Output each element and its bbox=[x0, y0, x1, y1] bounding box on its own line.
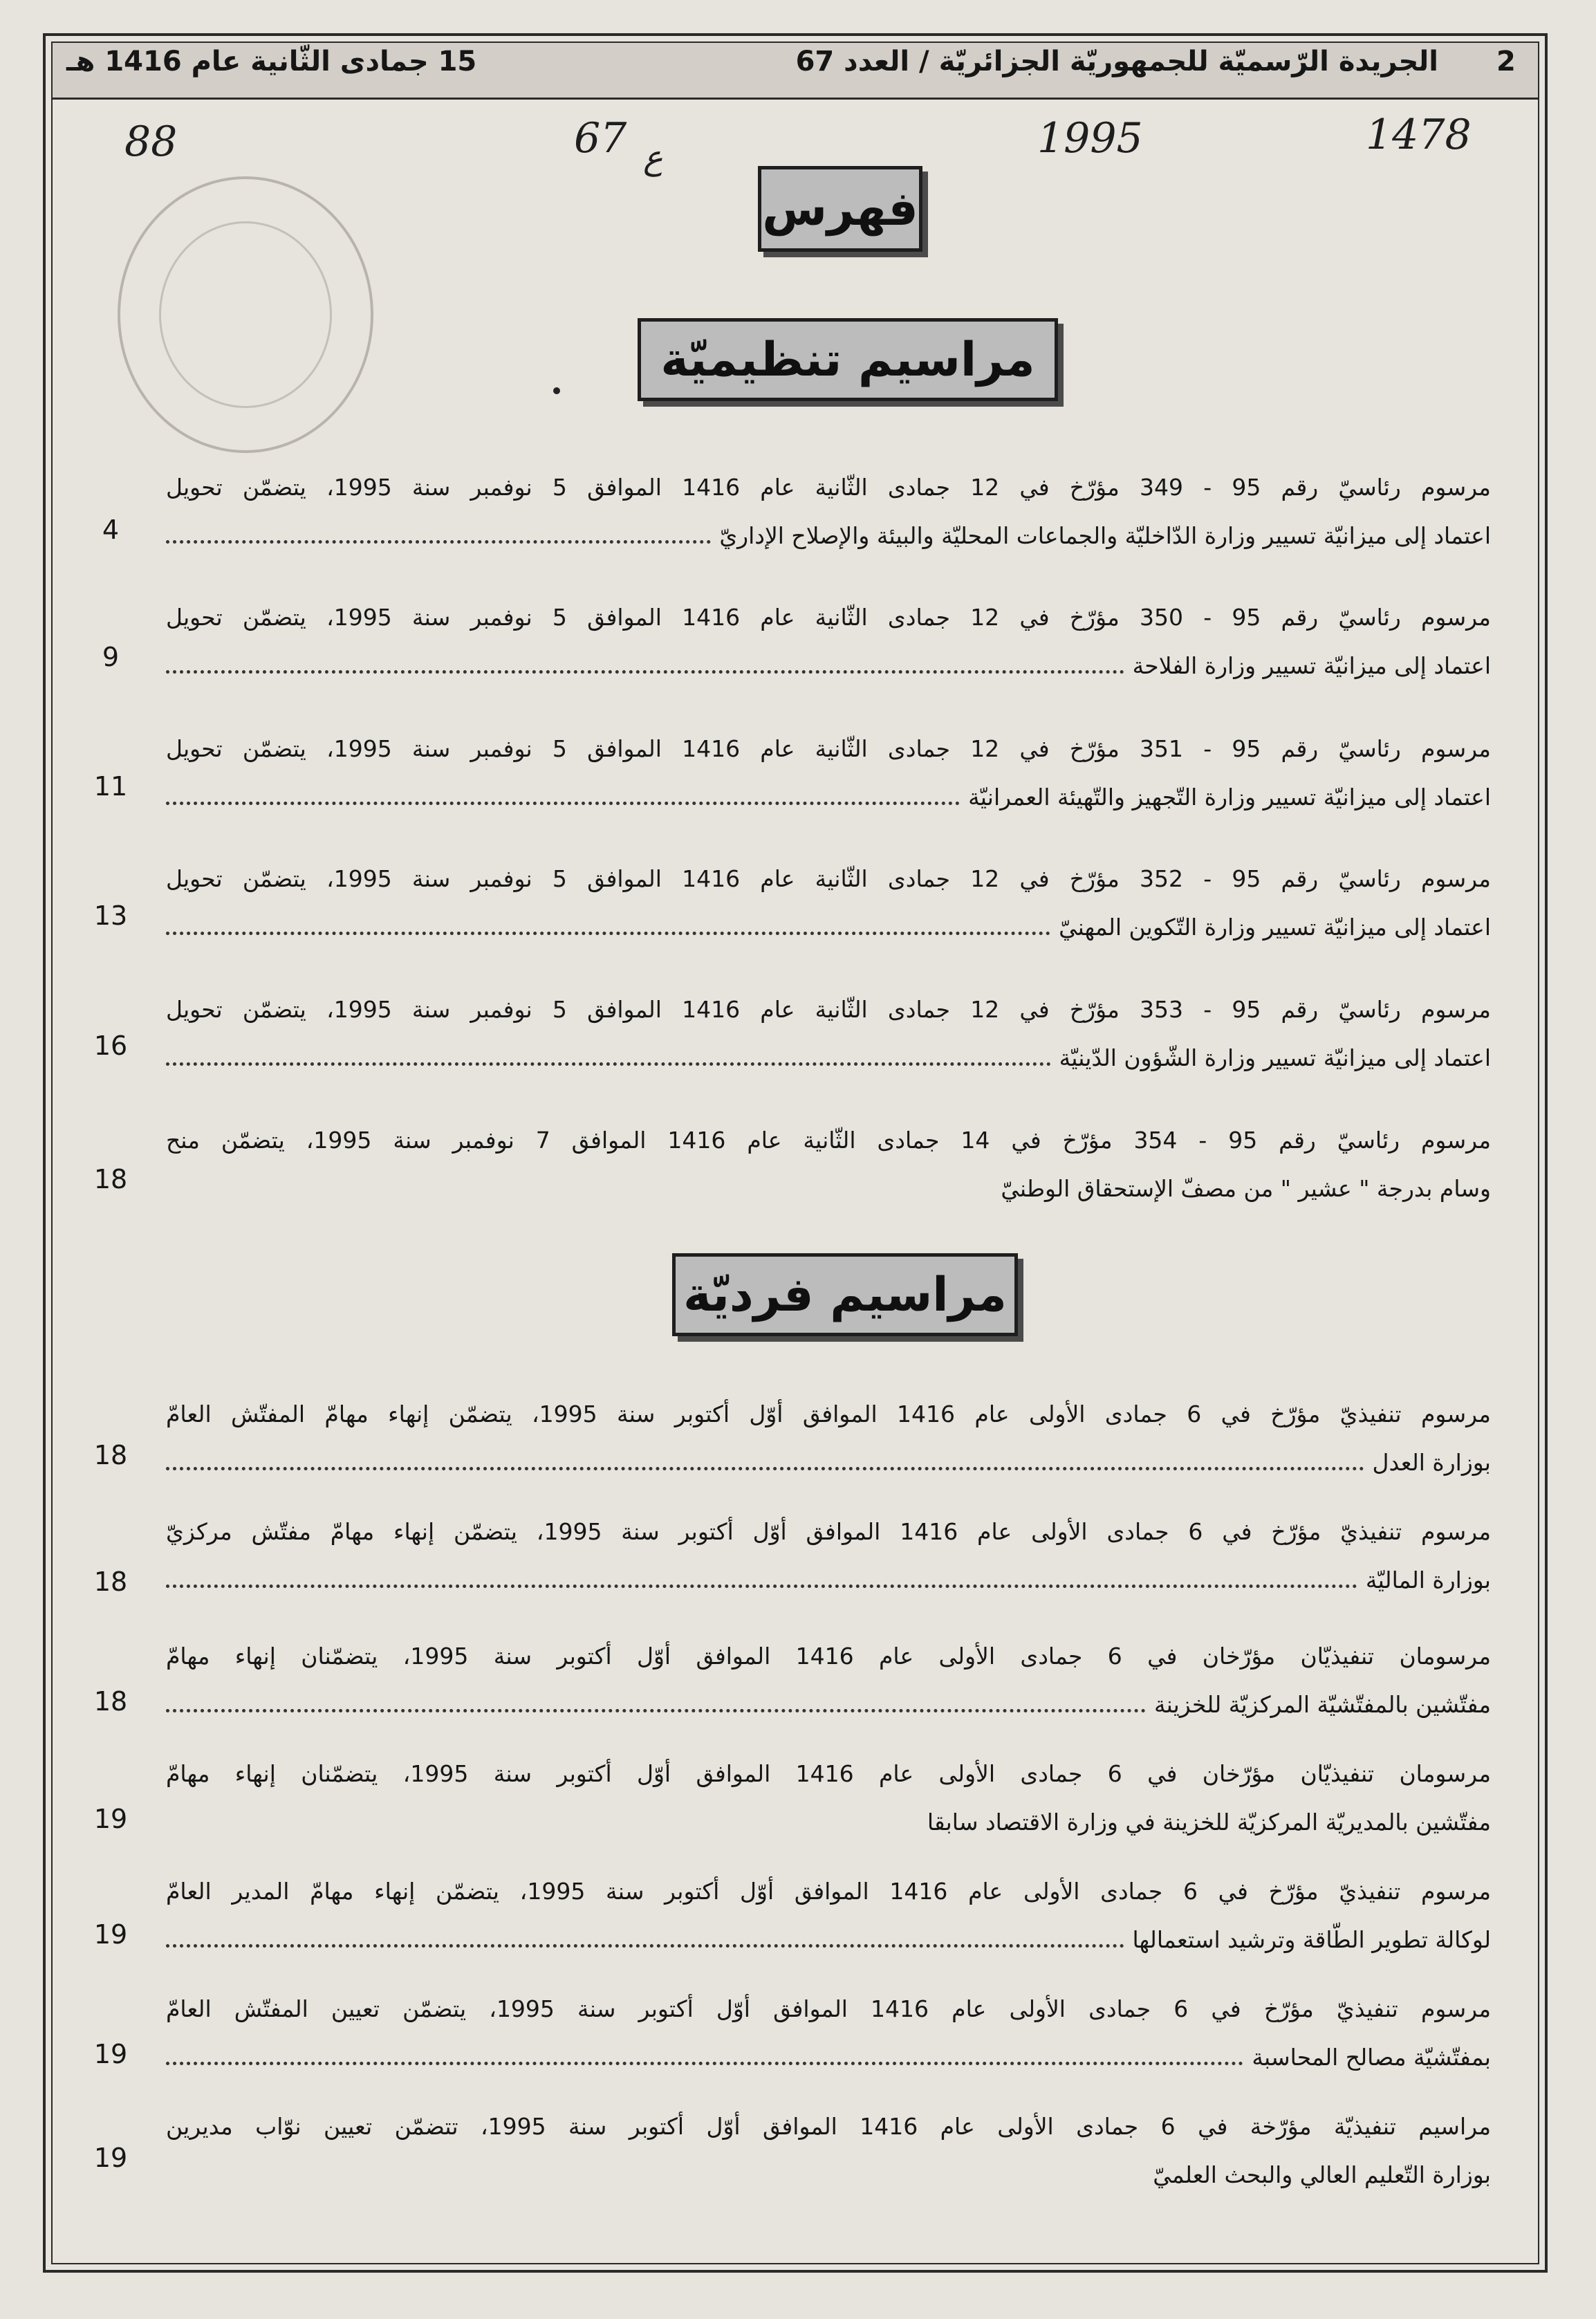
leader-dots bbox=[166, 1694, 1146, 1712]
handwritten-annotation: 67 bbox=[574, 114, 627, 163]
toc-entry[interactable] bbox=[166, 1116, 1491, 1213]
faded-stamp-inner bbox=[159, 221, 332, 408]
entry-line2-text: وسام بدرجة " عشير " من مصفّ الإستحقاق الوطنيّ bbox=[1001, 1175, 1491, 1202]
handwritten-annotation: 88 bbox=[124, 118, 178, 166]
leader-dots bbox=[166, 525, 711, 544]
entry-page-number[interactable]: 9 bbox=[102, 642, 120, 672]
entry-line1: مرسوم تنفيذيّ مؤرّخ في 6 جمادى الأولى عام 1416 الموافق أوّل أكتوبر سنة 1995، يتضمّن إنهاء مهامّ المفتّش العامّ bbox=[166, 1401, 1491, 1428]
entry-page-number[interactable]: 18 bbox=[93, 1567, 128, 1597]
toc-entry[interactable] bbox=[166, 1985, 1491, 2082]
toc-entry[interactable] bbox=[166, 1508, 1491, 1605]
entry-line2 bbox=[166, 1165, 1491, 1213]
entry-line2 bbox=[166, 2151, 1491, 2199]
entry-line2 bbox=[166, 773, 1491, 822]
entry-page-number[interactable]: 18 bbox=[93, 1164, 128, 1194]
entry-line2 bbox=[166, 1798, 1491, 1847]
entry-line1: مرسوم تنفيذيّ مؤرّخ في 6 جمادى الأولى عام 1416 الموافق أوّل أكتوبر سنة 1995، يتضمّن إنهاء مهامّ مفتّش مركزيّ bbox=[166, 1518, 1491, 1545]
leader-dots bbox=[166, 1569, 1357, 1588]
leader-dots bbox=[166, 1452, 1364, 1470]
entry-page-number[interactable]: 19 bbox=[93, 1804, 128, 1834]
entry-line2-text: اعتماد إلى ميزانيّة تسيير وزارة الشّؤون الدّينيّة bbox=[1059, 1044, 1491, 1071]
toc-entry[interactable] bbox=[166, 986, 1491, 1082]
entry-page-number[interactable]: 11 bbox=[93, 771, 128, 802]
entry-line2-text: بوزارة الماليّة bbox=[1365, 1567, 1491, 1593]
entry-line2-text: بمفتّشيّة مصالح المحاسبة bbox=[1252, 2044, 1491, 2071]
toc-entry[interactable] bbox=[166, 463, 1491, 560]
entry-line2 bbox=[166, 1556, 1491, 1605]
entry-line2 bbox=[166, 512, 1491, 560]
entry-line2 bbox=[166, 1439, 1491, 1487]
entry-line1: مرسوم رئاسيّ رقم 95 - 351 مؤرّخ في 12 جمادى الثّانية عام 1416 الموافق 5 نوفمبر سنة 1995، يتضمّن تحويل bbox=[166, 735, 1491, 762]
entry-line2-text: اعتماد إلى ميزانيّة تسيير وزارة التّجهيز والتّهيئة العمرانيّة bbox=[968, 784, 1491, 811]
entry-page-number[interactable]: 19 bbox=[93, 2143, 128, 2173]
entry-line2 bbox=[166, 903, 1491, 952]
toc-entry[interactable] bbox=[166, 1390, 1491, 1487]
handwritten-annotation: ع bbox=[643, 138, 663, 177]
toc-entry[interactable] bbox=[166, 593, 1491, 690]
toc-entry[interactable] bbox=[166, 855, 1491, 952]
entry-line2-text: بوزارة العدل bbox=[1372, 1449, 1491, 1476]
toc-entry[interactable] bbox=[166, 1632, 1491, 1729]
section-heading-individual: مراسيم فرديّة bbox=[672, 1253, 1018, 1336]
entry-line2-text: مفتّشين بالمفتّشيّة المركزيّة للخزينة bbox=[1153, 1691, 1491, 1718]
entry-line1: مرسومان تنفيذيّان مؤرّخان في 6 جمادى الأولى عام 1416 الموافق أوّل أكتوبر سنة 1995، يتضمّنان إنهاء مهامّ bbox=[166, 1760, 1491, 1787]
issue-date: 15 جمادى الثّانية عام 1416 هـ bbox=[66, 46, 477, 77]
toc-entry[interactable] bbox=[166, 1867, 1491, 1964]
leader-dots bbox=[166, 786, 960, 805]
entry-line2 bbox=[166, 1916, 1491, 1964]
entry-page-number[interactable]: 13 bbox=[93, 900, 128, 931]
entry-line2-text: اعتماد إلى ميزانيّة تسيير وزارة الدّاخليّة والجماعات المحليّة والبيئة والإصلاح الإداريّ bbox=[719, 522, 1491, 549]
page-number: 2 bbox=[1496, 46, 1516, 77]
entry-line1: مرسوم رئاسيّ رقم 95 - 350 مؤرّخ في 12 جمادى الثّانية عام 1416 الموافق 5 نوفمبر سنة 1995، يتضمّن تحويل bbox=[166, 604, 1491, 631]
entry-line2-text: مفتّشين بالمديريّة المركزيّة للخزينة في وزارة الاقتصاد سابقا bbox=[927, 1809, 1491, 1836]
entry-line1: مرسوم رئاسيّ رقم 95 - 353 مؤرّخ في 12 جمادى الثّانية عام 1416 الموافق 5 نوفمبر سنة 1995، يتضمّن تحويل bbox=[166, 996, 1491, 1023]
section-heading-regulatory: مراسيم تنظيميّة bbox=[638, 318, 1058, 401]
entry-line2 bbox=[166, 2033, 1491, 2082]
entry-line1: مراسيم تنفيذيّة مؤرّخة في 6 جمادى الأولى عام 1416 الموافق أوّل أكتوبر سنة 1995، تتضمّن تعيين نوّاب مديرين bbox=[166, 2113, 1491, 2140]
handwritten-annotation: 1995 bbox=[1037, 114, 1143, 163]
toc-entry[interactable] bbox=[166, 1750, 1491, 1847]
entry-line2 bbox=[166, 642, 1491, 690]
entry-page-number[interactable]: 19 bbox=[93, 2039, 128, 2069]
entry-line1: مرسوم تنفيذيّ مؤرّخ في 6 جمادى الأولى عام 1416 الموافق أوّل أكتوبر سنة 1995، يتضمّن إنهاء مهامّ المدير العامّ bbox=[166, 1878, 1491, 1905]
leader-dots bbox=[166, 655, 1124, 674]
leader-dots bbox=[166, 2047, 1243, 2065]
entry-line1: مرسوم رئاسيّ رقم 95 - 354 مؤرّخ في 14 جمادى الثّانية عام 1416 الموافق 7 نوفمبر سنة 1995، يتضمّن منح bbox=[166, 1127, 1492, 1154]
toc-entry[interactable] bbox=[166, 2103, 1491, 2199]
entry-line2-text: لوكالة تطوير الطّاقة وترشيد استعمالها bbox=[1132, 1926, 1491, 1953]
entry-line1: مرسوم تنفيذيّ مؤرّخ في 6 جمادى الأولى عام 1416 الموافق أوّل أكتوبر سنة 1995، يتضمّن تعيين المفتّش العامّ bbox=[166, 1995, 1492, 2022]
leader-dots bbox=[166, 1047, 1051, 1066]
entry-page-number[interactable]: 4 bbox=[102, 515, 120, 545]
handwritten-annotation: 1478 bbox=[1366, 111, 1472, 159]
entry-line1: مرسومان تنفيذيّان مؤرّخان في 6 جمادى الأولى عام 1416 الموافق أوّل أكتوبر سنة 1995، يتضمّنان إنهاء مهامّ bbox=[166, 1643, 1491, 1670]
gazette-title: الجريدة الرّسميّة للجمهوريّة الجزائريّة / العدد 67 bbox=[795, 46, 1438, 77]
entry-line1: مرسوم رئاسيّ رقم 95 - 349 مؤرّخ في 12 جمادى الثّانية عام 1416 الموافق 5 نوفمبر سنة 1995، يتضمّن تحويل bbox=[166, 474, 1491, 501]
entry-page-number[interactable]: 19 bbox=[93, 1919, 128, 1950]
entry-line1: مرسوم رئاسيّ رقم 95 - 352 مؤرّخ في 12 جمادى الثّانية عام 1416 الموافق 5 نوفمبر سنة 1995، يتضمّن تحويل bbox=[166, 865, 1491, 892]
entry-line2 bbox=[166, 1034, 1491, 1082]
entry-page-number[interactable]: 18 bbox=[93, 1440, 128, 1470]
entry-line2-text: اعتماد إلى ميزانيّة تسيير وزارة التّكوين المهنيّ bbox=[1059, 914, 1491, 941]
toc-entry[interactable] bbox=[166, 725, 1491, 822]
entry-line2-text: بوزارة التّعليم العالي والبحث العلميّ bbox=[1153, 2161, 1491, 2188]
entry-line2-text: اعتماد إلى ميزانيّة تسيير وزارة الفلاحة bbox=[1132, 652, 1491, 679]
index-heading: فهرس bbox=[758, 166, 922, 252]
leader-dots bbox=[166, 916, 1050, 935]
entry-line2 bbox=[166, 1681, 1491, 1729]
entry-page-number[interactable]: 16 bbox=[93, 1031, 128, 1061]
ink-dot bbox=[553, 387, 560, 394]
entry-page-number[interactable]: 18 bbox=[93, 1686, 128, 1717]
leader-dots bbox=[166, 1929, 1124, 1948]
